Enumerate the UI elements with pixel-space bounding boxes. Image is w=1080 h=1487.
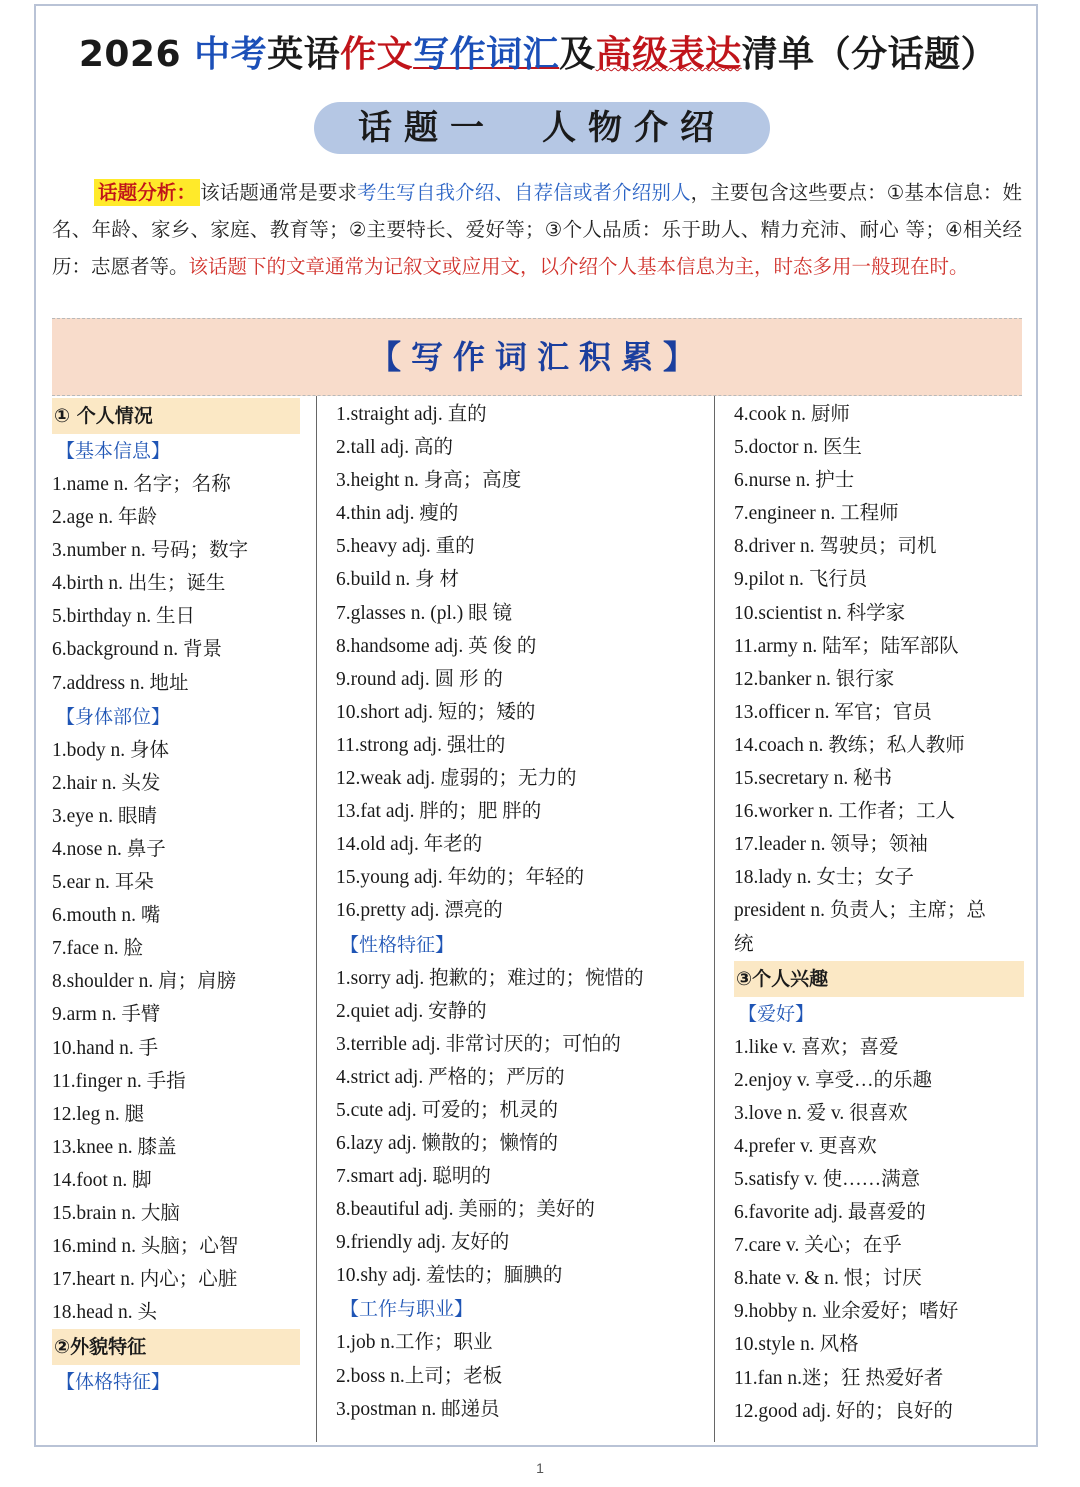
vocab-item: 3.number n. 号码；数字 — [52, 540, 249, 562]
subcategory-heading: 【基本信息】 — [56, 440, 171, 462]
vocab-item: 6.nurse n. 护士 — [734, 470, 855, 492]
vocab-item: 1.name n. 名字；名称 — [52, 474, 231, 495]
vocab-item: 4.cook n. 厨师 — [734, 404, 850, 425]
column-divider — [714, 396, 715, 1442]
vocab-item: 4.nose n. 鼻子 — [52, 838, 166, 860]
vocab-item: 5.ear n. 耳朵 — [52, 872, 154, 894]
title-part5: 及 — [559, 34, 596, 75]
subcategory-heading: 【身体部位】 — [56, 705, 171, 728]
vocab-item: 1.sorry adj. 抱歉的；难过的；惋惜的 — [336, 967, 644, 989]
vocab-item: 9.arm n. 手臂 — [52, 1004, 161, 1026]
vocab-item: 11.strong adj. 强壮的 — [336, 734, 506, 756]
vocab-item: 3.terrible adj. 非常讨厌的；可怕的 — [336, 1033, 621, 1055]
vocab-item: 5.satisfy v. 使……满意 — [734, 1168, 921, 1190]
vocab-item: 16.worker n. 工作者；工人 — [734, 801, 955, 823]
column-divider — [316, 396, 317, 1442]
vocab-item: 1.body n. 身体 — [52, 739, 170, 761]
vocab-item: 15.secretary n. 秘书 — [734, 768, 893, 790]
analysis-text-2: 考生写自我介绍、自荐信或者介绍别人 — [357, 181, 691, 204]
subcategory-heading: 【爱好】 — [738, 1002, 815, 1025]
vocab-item: 10.hand n. 手 — [52, 1037, 159, 1059]
vocab-item: 11.army n. 陆军；陆军部队 — [734, 635, 959, 657]
vocab-item: 12.banker n. 银行家 — [734, 668, 895, 690]
topic-analysis — [52, 174, 1022, 285]
vocab-item: 14.coach n. 教练；私人教师 — [734, 734, 965, 756]
vocab-item: 13.knee n. 膝盖 — [52, 1136, 177, 1158]
vocab-item: 14.foot n. 脚 — [52, 1169, 152, 1191]
topic-heading: 话题一 人物介绍 — [314, 102, 770, 154]
vocab-item: 6.lazy adj. 懒散的；懒惰的 — [336, 1132, 559, 1154]
vocab-item: 7.smart adj. 聪明的 — [336, 1166, 491, 1188]
vocab-item: 18.lady n. 女士；女子 — [734, 867, 914, 889]
title-part4: 写作词汇 — [413, 34, 560, 75]
vocab-item: 12.good adj. 好的；良好的 — [734, 1400, 953, 1422]
vocab-item: 7.address n. 地址 — [52, 672, 189, 694]
vocab-list — [734, 398, 1024, 961]
title-part3: 作文 — [340, 34, 414, 75]
vocab-item: 10.scientist n. 科学家 — [734, 602, 906, 624]
vocab-item: 2.tall adj. 高的 — [336, 437, 453, 459]
vocab-item: 11.finger n. 手指 — [52, 1070, 186, 1092]
vocab-item: 8.handsome adj. 英 俊 的 — [336, 635, 537, 657]
vocab-item: 12.weak adj. 虚弱的；无力的 — [336, 768, 577, 790]
analysis-text-1: 该话题通常是要求 — [200, 181, 358, 204]
vocab-item: 5.doctor n. 医生 — [734, 437, 862, 459]
column-1 — [52, 398, 300, 1399]
title-part7: 清单（分话题） — [741, 34, 998, 75]
vocab-item: 2.age n. 年龄 — [52, 507, 158, 529]
vocab-item: 8.hate v. & n. 恨；讨厌 — [734, 1268, 922, 1290]
document-page — [34, 4, 1038, 1447]
analysis-text-3: ，主要包含这些要点：①基本信息：姓名、年龄、家乡、家庭、教育等；②主要特长、爱好等；③个人品质：乐于助人、精力充沛、耐心 等；④相关经历：志愿者等。 — [52, 181, 1022, 278]
vocab-item: 16.pretty adj. 漂亮的 — [336, 900, 503, 922]
vocab-list — [336, 1326, 706, 1425]
vocab-item: 8.shoulder n. 肩；肩膀 — [52, 971, 237, 993]
vocab-item: 3.height n. 身高；高度 — [336, 470, 522, 492]
vocab-item: 9.hobby n. 业余爱好；嗜好 — [734, 1301, 959, 1323]
vocab-list — [336, 962, 706, 1293]
section-title: 【写作词汇积累】 — [52, 318, 1022, 396]
vocab-item: 7.care v. 关心；在乎 — [734, 1235, 902, 1257]
vocab-item: 18.head n. 头 — [52, 1302, 158, 1324]
vocab-item: 4.thin adj. 瘦的 — [336, 503, 459, 525]
column-2 — [336, 398, 706, 1426]
column-3 — [734, 398, 1024, 1428]
vocab-item: 9.pilot n. 飞行员 — [734, 569, 868, 591]
vocab-item: 2.enjoy v. 享受…的乐趣 — [734, 1069, 933, 1091]
vocab-item: 4.prefer v. 更喜欢 — [734, 1135, 877, 1157]
vocab-item: 5.heavy adj. 重的 — [336, 536, 475, 558]
vocab-item: 15.young adj. 年幼的；年轻的 — [336, 867, 585, 889]
subcategory-heading: 【体格特征】 — [56, 1371, 171, 1394]
page-number: 1 — [536, 1460, 544, 1476]
vocab-item: 8.driver n. 驾驶员；司机 — [734, 536, 937, 558]
vocab-item: 6.background n. 背景 — [52, 639, 223, 661]
subcategory-heading: 【性格特征】 — [340, 933, 455, 956]
vocab-item: 16.mind n. 头脑；心智 — [52, 1236, 239, 1258]
vocab-item: 5.birthday n. 生日 — [52, 606, 195, 628]
title-year: 2026 — [78, 34, 195, 75]
vocab-item: 2.hair n. 头发 — [52, 772, 161, 794]
vocab-item: 12.leg n. 腿 — [52, 1103, 145, 1125]
vocab-item: 8.beautiful adj. 美丽的；美好的 — [336, 1199, 595, 1221]
vocab-item: 4.birth n. 出生；诞生 — [52, 573, 226, 595]
vocab-item: 1.like v. 喜欢；喜爱 — [734, 1036, 899, 1058]
vocab-item: 6.favorite adj. 最喜爱的 — [734, 1202, 926, 1224]
vocab-item: 1.job n.工作；职业 — [336, 1332, 493, 1354]
vocab-item: 6.build n. 身 材 — [336, 569, 459, 591]
vocab-list — [734, 1031, 1024, 1428]
vocab-item: 10.shy adj. 羞怯的；腼腆的 — [336, 1265, 563, 1287]
vocab-item: 2.quiet adj. 安静的 — [336, 1000, 487, 1022]
vocab-item: 3.postman n. 邮递员 — [336, 1398, 500, 1420]
category-heading: ① 个人情况 — [52, 398, 300, 434]
analysis-label: 话题分析： — [94, 179, 200, 206]
vocab-item: 10.short adj. 短的；矮的 — [336, 701, 536, 723]
vocab-item: 7.face n. 脸 — [52, 938, 143, 960]
vocab-item: 4.strict adj. 严格的；严厉的 — [336, 1066, 565, 1088]
vocab-item: 14.old adj. 年老的 — [336, 834, 483, 856]
vocab-item: 3.love n. 爱 v. 很喜欢 — [734, 1102, 908, 1124]
vocab-item: 1.straight adj. 直的 — [336, 404, 487, 425]
page-title — [50, 26, 1026, 82]
vocab-item: president n. 负责人；主席；总 — [734, 900, 986, 922]
vocab-list — [52, 468, 300, 700]
category-heading: ②外貌特征 — [52, 1329, 300, 1365]
vocab-item: 6.mouth n. 嘴 — [52, 905, 161, 927]
vocab-item: 7.engineer n. 工程师 — [734, 503, 899, 525]
subcategory-heading: 【工作与职业】 — [340, 1298, 474, 1321]
vocab-item: 15.brain n. 大脑 — [52, 1202, 180, 1224]
vocab-item: 9.round adj. 圆 形 的 — [336, 668, 503, 690]
vocab-item: 10.style n. 风格 — [734, 1334, 859, 1356]
vocab-item: 3.eye n. 眼睛 — [52, 805, 158, 827]
vocab-item: 9.friendly adj. 友好的 — [336, 1232, 510, 1254]
title-part1: 中考 — [194, 34, 268, 75]
vocab-item: 13.officer n. 军官；官员 — [734, 701, 932, 723]
vocab-item: 11.fan n.迷；狂 热爱好者 — [734, 1367, 944, 1389]
vocab-item: 17.leader n. 领导；领袖 — [734, 834, 928, 856]
vocab-list — [336, 398, 706, 928]
vocab-item: 17.heart n. 内心；心脏 — [52, 1269, 238, 1291]
title-part2: 英语 — [267, 34, 341, 75]
analysis-text-4: 该话题下的文章通常为记叙文或应用文，以介绍个人基本信息为主，时态多用一般现在时。 — [188, 255, 969, 278]
vocab-item: 7.glasses n. (pl.) 眼 镜 — [336, 602, 513, 624]
title-part6: 高级表达 — [595, 34, 742, 75]
vocab-list — [52, 734, 300, 1330]
vocab-item: 13.fat adj. 胖的；肥 胖的 — [336, 801, 542, 823]
vocab-item: 5.cute adj. 可爱的；机灵的 — [336, 1099, 559, 1121]
vocab-item: 统 — [734, 933, 754, 955]
vocab-item: 2.boss n.上司；老板 — [336, 1365, 503, 1387]
category-heading: ③个人兴趣 — [734, 961, 1024, 997]
